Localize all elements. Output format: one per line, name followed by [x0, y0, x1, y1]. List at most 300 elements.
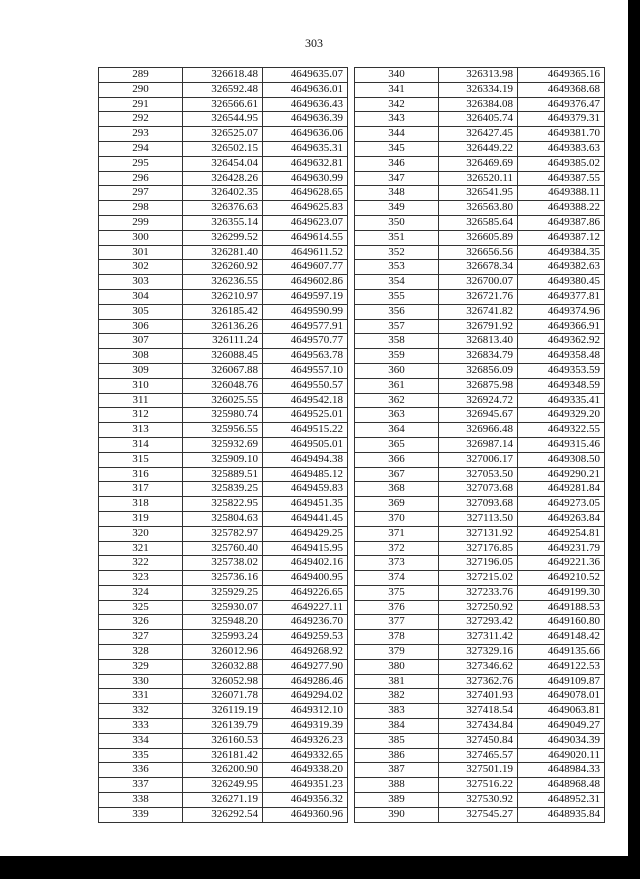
table-row: [355, 630, 605, 645]
point-number-cell: 300: [99, 230, 183, 245]
point-number-cell: 304: [99, 289, 183, 304]
x-coordinate-cell: 325760.40: [183, 541, 263, 556]
table-row: [355, 378, 605, 393]
table-row: [355, 600, 605, 615]
point-number-cell: 384: [355, 719, 439, 734]
table-row: [355, 571, 605, 586]
y-coordinate-cell: 4649451.35: [263, 497, 348, 512]
point-number-cell: 331: [99, 689, 183, 704]
table-row: [99, 571, 348, 586]
x-coordinate-cell: 327073.68: [439, 482, 518, 497]
x-coordinate-cell: 326741.82: [439, 304, 518, 319]
x-coordinate-cell: 326088.45: [183, 349, 263, 364]
point-number-cell: 328: [99, 645, 183, 660]
x-coordinate-cell: 325738.02: [183, 556, 263, 571]
table-row: [355, 659, 605, 674]
x-coordinate-cell: 326139.79: [183, 719, 263, 734]
x-coordinate-cell: 326402.35: [183, 186, 263, 201]
table-row: [355, 793, 605, 808]
x-coordinate-cell: 327346.62: [439, 659, 518, 674]
point-number-cell: 348: [355, 186, 439, 201]
point-number-cell: 326: [99, 615, 183, 630]
table-row: [355, 482, 605, 497]
table-row: [355, 260, 605, 275]
x-coordinate-cell: 327465.57: [439, 748, 518, 763]
y-coordinate-cell: 4649400.95: [263, 571, 348, 586]
y-coordinate-cell: 4649362.92: [518, 334, 605, 349]
point-number-cell: 342: [355, 97, 439, 112]
x-coordinate-cell: 326376.63: [183, 201, 263, 216]
point-number-cell: 305: [99, 304, 183, 319]
y-coordinate-cell: 4649236.70: [263, 615, 348, 630]
x-coordinate-cell: 326541.95: [439, 186, 518, 201]
x-coordinate-cell: 326299.52: [183, 230, 263, 245]
x-coordinate-cell: 325956.55: [183, 423, 263, 438]
point-number-cell: 315: [99, 452, 183, 467]
x-coordinate-cell: 326700.07: [439, 275, 518, 290]
point-number-cell: 344: [355, 127, 439, 142]
x-coordinate-cell: 326428.26: [183, 171, 263, 186]
point-number-cell: 303: [99, 275, 183, 290]
point-number-cell: 373: [355, 556, 439, 571]
table-row: [355, 778, 605, 793]
table-row: [355, 526, 605, 541]
table-row: [355, 97, 605, 112]
x-coordinate-cell: 326048.76: [183, 378, 263, 393]
table-row: [99, 378, 348, 393]
point-number-cell: 374: [355, 571, 439, 586]
point-number-cell: 293: [99, 127, 183, 142]
table-row: [355, 68, 605, 83]
x-coordinate-cell: 325993.24: [183, 630, 263, 645]
table-row: [99, 423, 348, 438]
y-coordinate-cell: 4649356.32: [263, 793, 348, 808]
y-coordinate-cell: 4649614.55: [263, 230, 348, 245]
point-number-cell: 318: [99, 497, 183, 512]
point-number-cell: 302: [99, 260, 183, 275]
x-coordinate-cell: 325822.95: [183, 497, 263, 512]
point-number-cell: 376: [355, 600, 439, 615]
y-coordinate-cell: 4649329.20: [518, 408, 605, 423]
x-coordinate-cell: 327196.05: [439, 556, 518, 571]
point-number-cell: 350: [355, 215, 439, 230]
y-coordinate-cell: 4649365.16: [518, 68, 605, 83]
point-number-cell: 311: [99, 393, 183, 408]
table-row: [99, 704, 348, 719]
x-coordinate-cell: 326260.92: [183, 260, 263, 275]
point-number-cell: 367: [355, 467, 439, 482]
table-row: [99, 275, 348, 290]
point-number-cell: 314: [99, 437, 183, 452]
point-number-cell: 378: [355, 630, 439, 645]
y-coordinate-cell: 4649380.45: [518, 275, 605, 290]
x-coordinate-cell: 326966.48: [439, 423, 518, 438]
table-row: [99, 482, 348, 497]
y-coordinate-cell: 4649308.50: [518, 452, 605, 467]
x-coordinate-cell: 325736.16: [183, 571, 263, 586]
table-row: [355, 230, 605, 245]
x-coordinate-cell: 326271.19: [183, 793, 263, 808]
x-coordinate-cell: 327418.54: [439, 704, 518, 719]
y-coordinate-cell: 4649259.53: [263, 630, 348, 645]
x-coordinate-cell: 327434.84: [439, 719, 518, 734]
y-coordinate-cell: 4649415.95: [263, 541, 348, 556]
y-coordinate-cell: 4649387.12: [518, 230, 605, 245]
x-coordinate-cell: 326067.88: [183, 363, 263, 378]
y-coordinate-cell: 4649636.01: [263, 82, 348, 97]
y-coordinate-cell: 4649550.57: [263, 378, 348, 393]
point-number-cell: 353: [355, 260, 439, 275]
table-row: [99, 511, 348, 526]
x-coordinate-cell: 326111.24: [183, 334, 263, 349]
table-row: [99, 334, 348, 349]
point-number-cell: 309: [99, 363, 183, 378]
point-number-cell: 369: [355, 497, 439, 512]
table-row: [99, 186, 348, 201]
x-coordinate-cell: 326210.97: [183, 289, 263, 304]
y-coordinate-cell: 4649611.52: [263, 245, 348, 260]
y-coordinate-cell: 4649319.39: [263, 719, 348, 734]
x-coordinate-cell: 326945.67: [439, 408, 518, 423]
y-coordinate-cell: 4648984.33: [518, 763, 605, 778]
y-coordinate-cell: 4649277.90: [263, 659, 348, 674]
x-coordinate-cell: 326012.96: [183, 645, 263, 660]
point-number-cell: 317: [99, 482, 183, 497]
table-row: [99, 763, 348, 778]
y-coordinate-cell: 4649429.25: [263, 526, 348, 541]
x-coordinate-cell: 325929.25: [183, 585, 263, 600]
table-row: [355, 452, 605, 467]
point-number-cell: 351: [355, 230, 439, 245]
x-coordinate-cell: 327311.42: [439, 630, 518, 645]
table-row: [99, 615, 348, 630]
point-number-cell: 322: [99, 556, 183, 571]
table-row: [355, 511, 605, 526]
point-number-cell: 299: [99, 215, 183, 230]
y-coordinate-cell: 4649226.65: [263, 585, 348, 600]
y-coordinate-cell: 4649557.10: [263, 363, 348, 378]
point-number-cell: 295: [99, 156, 183, 171]
y-coordinate-cell: 4649348.59: [518, 378, 605, 393]
y-coordinate-cell: 4649382.63: [518, 260, 605, 275]
y-coordinate-cell: 4649351.23: [263, 778, 348, 793]
x-coordinate-cell: 326502.15: [183, 141, 263, 156]
point-number-cell: 312: [99, 408, 183, 423]
table-row: [99, 289, 348, 304]
table-row: [99, 201, 348, 216]
y-coordinate-cell: 4649636.43: [263, 97, 348, 112]
point-number-cell: 340: [355, 68, 439, 83]
y-coordinate-cell: 4649628.65: [263, 186, 348, 201]
x-coordinate-cell: 326987.14: [439, 437, 518, 452]
y-coordinate-cell: 4649034.39: [518, 733, 605, 748]
point-number-cell: 379: [355, 645, 439, 660]
table-row: [99, 719, 348, 734]
x-coordinate-cell: 326544.95: [183, 112, 263, 127]
point-number-cell: 385: [355, 733, 439, 748]
y-coordinate-cell: 4649635.07: [263, 68, 348, 83]
point-number-cell: 333: [99, 719, 183, 734]
x-coordinate-cell: 326566.61: [183, 97, 263, 112]
y-coordinate-cell: 4649607.77: [263, 260, 348, 275]
x-coordinate-cell: 326119.19: [183, 704, 263, 719]
table-row: [99, 689, 348, 704]
point-number-cell: 343: [355, 112, 439, 127]
point-number-cell: 364: [355, 423, 439, 438]
y-coordinate-cell: 4649263.84: [518, 511, 605, 526]
table-row: [99, 437, 348, 452]
table-row: [355, 275, 605, 290]
table-row: [355, 349, 605, 364]
y-coordinate-cell: 4649387.86: [518, 215, 605, 230]
x-coordinate-cell: 326249.95: [183, 778, 263, 793]
x-coordinate-cell: 327093.68: [439, 497, 518, 512]
x-coordinate-cell: 325948.20: [183, 615, 263, 630]
y-coordinate-cell: 4649623.07: [263, 215, 348, 230]
x-coordinate-cell: 327053.50: [439, 467, 518, 482]
x-coordinate-cell: 326052.98: [183, 674, 263, 689]
table-row: [355, 82, 605, 97]
x-coordinate-cell: 326355.14: [183, 215, 263, 230]
x-coordinate-cell: 326025.55: [183, 393, 263, 408]
table-row: [99, 245, 348, 260]
y-coordinate-cell: 4649525.01: [263, 408, 348, 423]
y-coordinate-cell: 4649160.80: [518, 615, 605, 630]
table-row: [99, 68, 348, 83]
table-row: [99, 156, 348, 171]
y-coordinate-cell: 4649353.59: [518, 363, 605, 378]
point-number-cell: 310: [99, 378, 183, 393]
y-coordinate-cell: 4649360.96: [263, 807, 348, 822]
x-coordinate-cell: 326721.76: [439, 289, 518, 304]
x-coordinate-cell: 326585.64: [439, 215, 518, 230]
y-coordinate-cell: 4649322.55: [518, 423, 605, 438]
table-row: [355, 763, 605, 778]
table-row: [99, 349, 348, 364]
table-row: [355, 645, 605, 660]
table-row: [99, 408, 348, 423]
point-number-cell: 291: [99, 97, 183, 112]
x-coordinate-cell: 326791.92: [439, 319, 518, 334]
table-row: [99, 215, 348, 230]
point-number-cell: 389: [355, 793, 439, 808]
point-number-cell: 360: [355, 363, 439, 378]
x-coordinate-cell: 326924.72: [439, 393, 518, 408]
table-row: [99, 778, 348, 793]
table-row: [355, 171, 605, 186]
y-coordinate-cell: 4649368.68: [518, 82, 605, 97]
y-coordinate-cell: 4649221.36: [518, 556, 605, 571]
x-coordinate-cell: 325930.07: [183, 600, 263, 615]
table-row: [355, 112, 605, 127]
y-coordinate-cell: 4649636.06: [263, 127, 348, 142]
table-row: [99, 112, 348, 127]
x-coordinate-cell: 325980.74: [183, 408, 263, 423]
table-row: [355, 807, 605, 822]
y-coordinate-cell: 4649515.22: [263, 423, 348, 438]
point-number-cell: 327: [99, 630, 183, 645]
x-coordinate-cell: 327113.50: [439, 511, 518, 526]
y-coordinate-cell: 4649148.42: [518, 630, 605, 645]
x-coordinate-cell: 326281.40: [183, 245, 263, 260]
point-number-cell: 370: [355, 511, 439, 526]
x-coordinate-cell: 325909.10: [183, 452, 263, 467]
table-row: [355, 556, 605, 571]
y-coordinate-cell: 4649312.10: [263, 704, 348, 719]
y-coordinate-cell: 4648952.31: [518, 793, 605, 808]
table-row: [99, 526, 348, 541]
y-coordinate-cell: 4649063.81: [518, 704, 605, 719]
y-coordinate-cell: 4649376.47: [518, 97, 605, 112]
table-row: [99, 793, 348, 808]
table-row: [99, 467, 348, 482]
x-coordinate-cell: 327501.19: [439, 763, 518, 778]
y-coordinate-cell: 4649231.79: [518, 541, 605, 556]
x-coordinate-cell: 326405.74: [439, 112, 518, 127]
point-number-cell: 361: [355, 378, 439, 393]
x-coordinate-cell: 326160.53: [183, 733, 263, 748]
table-row: [355, 423, 605, 438]
point-number-cell: 357: [355, 319, 439, 334]
point-number-cell: 316: [99, 467, 183, 482]
x-coordinate-cell: 326563.80: [439, 201, 518, 216]
table-row: [99, 319, 348, 334]
y-coordinate-cell: 4649315.46: [518, 437, 605, 452]
y-coordinate-cell: 4649210.52: [518, 571, 605, 586]
x-coordinate-cell: 326656.56: [439, 245, 518, 260]
y-coordinate-cell: 4649385.02: [518, 156, 605, 171]
y-coordinate-cell: 4649597.19: [263, 289, 348, 304]
table-row: [355, 497, 605, 512]
x-coordinate-cell: 325839.25: [183, 482, 263, 497]
x-coordinate-cell: 325932.69: [183, 437, 263, 452]
table-row: [99, 452, 348, 467]
y-coordinate-cell: 4649381.70: [518, 127, 605, 142]
y-coordinate-cell: 4649020.11: [518, 748, 605, 763]
point-number-cell: 356: [355, 304, 439, 319]
table-row: [355, 289, 605, 304]
x-coordinate-cell: 326856.09: [439, 363, 518, 378]
table-row: [355, 141, 605, 156]
table-row: [355, 615, 605, 630]
y-coordinate-cell: 4649563.78: [263, 349, 348, 364]
x-coordinate-cell: 327329.16: [439, 645, 518, 660]
x-coordinate-cell: 326032.88: [183, 659, 263, 674]
y-coordinate-cell: 4649326.23: [263, 733, 348, 748]
point-number-cell: 313: [99, 423, 183, 438]
table-row: [99, 230, 348, 245]
x-coordinate-cell: 326454.04: [183, 156, 263, 171]
x-coordinate-cell: 326834.79: [439, 349, 518, 364]
x-coordinate-cell: 326313.98: [439, 68, 518, 83]
point-number-cell: 289: [99, 68, 183, 83]
y-coordinate-cell: 4649542.18: [263, 393, 348, 408]
y-coordinate-cell: 4649441.45: [263, 511, 348, 526]
y-coordinate-cell: 4648968.48: [518, 778, 605, 793]
y-coordinate-cell: 4649387.55: [518, 171, 605, 186]
point-number-cell: 377: [355, 615, 439, 630]
table-row: [355, 245, 605, 260]
x-coordinate-cell: 327401.93: [439, 689, 518, 704]
point-number-cell: 375: [355, 585, 439, 600]
y-coordinate-cell: 4649286.46: [263, 674, 348, 689]
point-number-cell: 319: [99, 511, 183, 526]
table-row: [355, 127, 605, 142]
point-number-cell: 381: [355, 674, 439, 689]
y-coordinate-cell: 4649577.91: [263, 319, 348, 334]
x-coordinate-cell: 327233.76: [439, 585, 518, 600]
x-coordinate-cell: 326469.69: [439, 156, 518, 171]
x-coordinate-cell: 325889.51: [183, 467, 263, 482]
x-coordinate-cell: 327215.02: [439, 571, 518, 586]
y-coordinate-cell: 4649632.81: [263, 156, 348, 171]
point-number-cell: 301: [99, 245, 183, 260]
point-number-cell: 372: [355, 541, 439, 556]
point-number-cell: 355: [355, 289, 439, 304]
y-coordinate-cell: 4649109.87: [518, 674, 605, 689]
page-number: 303: [305, 36, 323, 50]
x-coordinate-cell: 326875.98: [439, 378, 518, 393]
table-row: [355, 363, 605, 378]
table-row: [355, 748, 605, 763]
x-coordinate-cell: 326384.08: [439, 97, 518, 112]
point-number-cell: 382: [355, 689, 439, 704]
y-coordinate-cell: 4649625.83: [263, 201, 348, 216]
x-coordinate-cell: 327131.92: [439, 526, 518, 541]
point-number-cell: 345: [355, 141, 439, 156]
table-row: [355, 541, 605, 556]
table-row: [355, 334, 605, 349]
point-number-cell: 363: [355, 408, 439, 423]
y-coordinate-cell: 4649338.20: [263, 763, 348, 778]
point-number-cell: 298: [99, 201, 183, 216]
point-number-cell: 330: [99, 674, 183, 689]
point-number-cell: 306: [99, 319, 183, 334]
table-row: [99, 748, 348, 763]
point-number-cell: 334: [99, 733, 183, 748]
point-number-cell: 323: [99, 571, 183, 586]
point-number-cell: 362: [355, 393, 439, 408]
table-row: [99, 260, 348, 275]
x-coordinate-cell: 327250.92: [439, 600, 518, 615]
x-coordinate-cell: 327450.84: [439, 733, 518, 748]
point-number-cell: 383: [355, 704, 439, 719]
point-number-cell: 292: [99, 112, 183, 127]
y-coordinate-cell: 4649135.66: [518, 645, 605, 660]
x-coordinate-cell: 326071.78: [183, 689, 263, 704]
x-coordinate-cell: 326334.19: [439, 82, 518, 97]
table-row: [355, 201, 605, 216]
x-coordinate-cell: 326520.11: [439, 171, 518, 186]
x-coordinate-cell: 327006.17: [439, 452, 518, 467]
y-coordinate-cell: 4649332.65: [263, 748, 348, 763]
table-row: [355, 304, 605, 319]
point-number-cell: 324: [99, 585, 183, 600]
x-coordinate-cell: 326200.90: [183, 763, 263, 778]
y-coordinate-cell: 4649199.30: [518, 585, 605, 600]
table-row: [99, 659, 348, 674]
x-coordinate-cell: 326525.07: [183, 127, 263, 142]
table-row: [355, 719, 605, 734]
table-row: [355, 186, 605, 201]
y-coordinate-cell: 4649384.35: [518, 245, 605, 260]
y-coordinate-cell: 4649402.16: [263, 556, 348, 571]
point-number-cell: 337: [99, 778, 183, 793]
point-number-cell: 366: [355, 452, 439, 467]
coordinates-table-left-body: [99, 68, 348, 823]
point-number-cell: 346: [355, 156, 439, 171]
x-coordinate-cell: 326678.34: [439, 260, 518, 275]
